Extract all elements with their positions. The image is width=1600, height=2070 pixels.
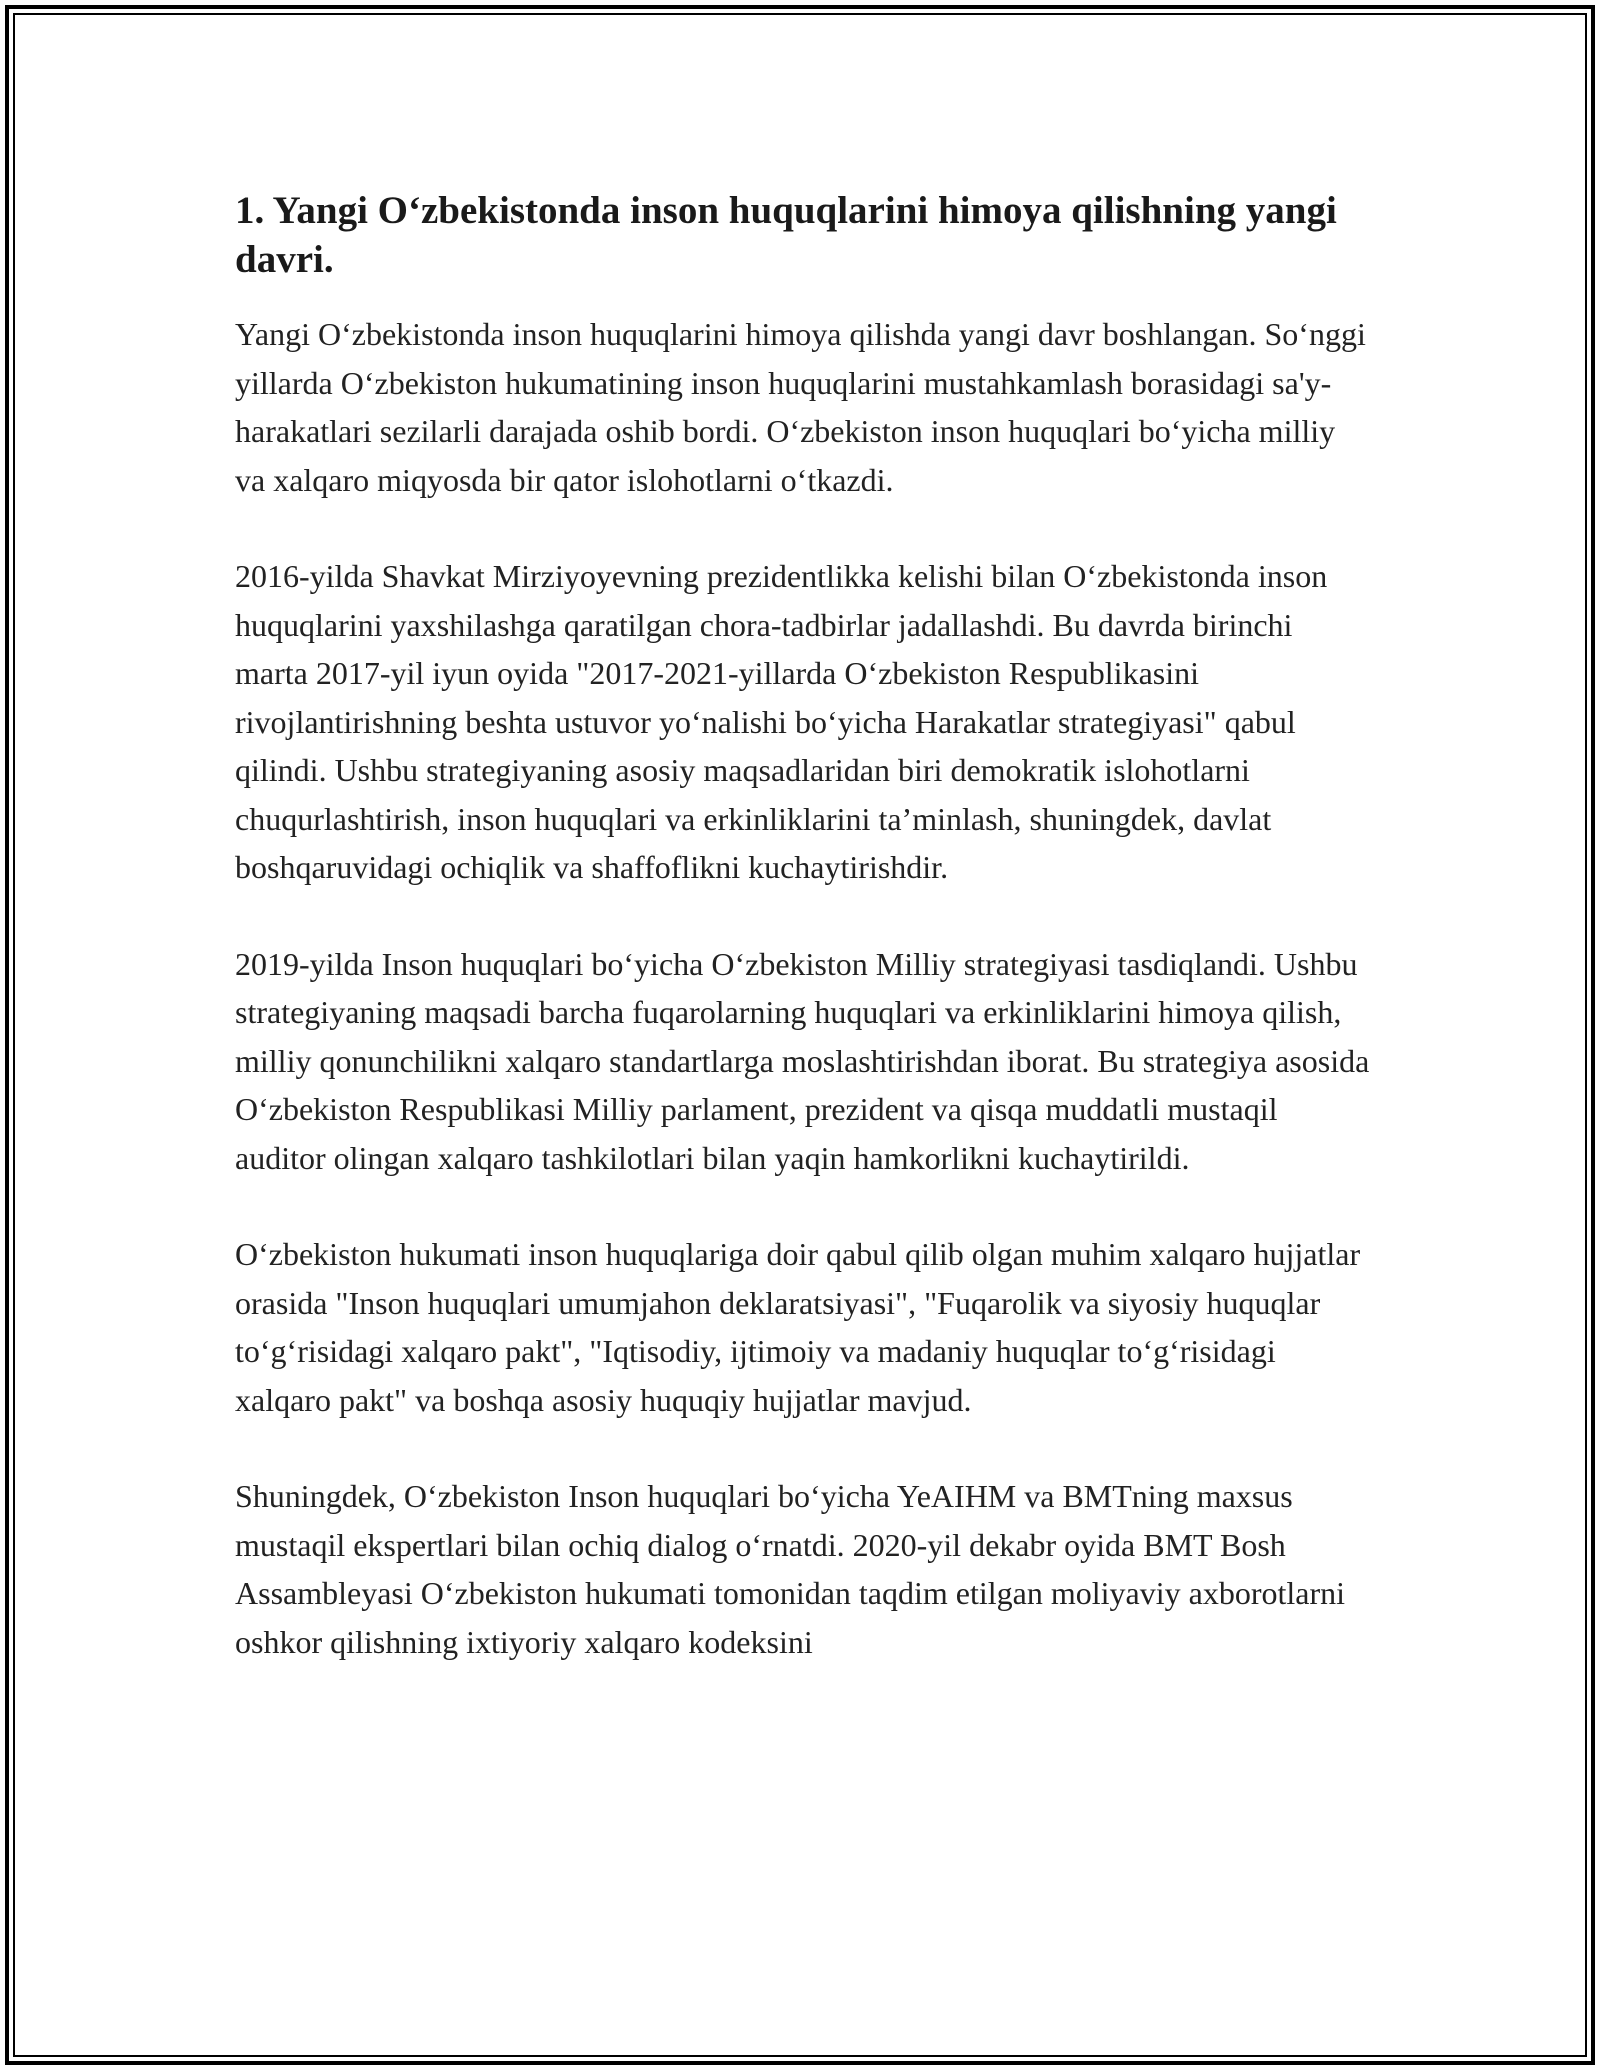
paragraph-2: 2016-yilda Shavkat Mirziyoyevning prezidentlikka kelishi bilan O‘zbekistonda inson huquqlarini yaxshilashga qaratilgan chora-tadbirlar jadallashdi. Bu davrda birinchi marta 2017-yil iyun oyida "2017-2021-yillarda O‘zbekiston Respublikasini rivojlantirishning beshta ustuvor yo‘nalishi bo‘yicha Harakatlar strategiyasi" qabul qilindi. Ushbu strategiyaning asosiy maqsadlaridan biri demokratik islohotlarni chuqurlashtirish, inson huquqlari va erkinliklarini ta’minlash, shuningdek, davlat boshqaruvidagi ochiqlik va shaffoflikni kuchaytirishdir. (235, 558, 1328, 885)
paragraph-3: 2019-yilda Inson huquqlari bo‘yicha O‘zbekiston Milliy strategiyasi tasdiqlandi. Ushbu strategiyaning maqsadi barcha fuqarolarning huquqlari va erkinliklarini himoya qilish, milliy qonunchilikni xalqaro standartlarga moslashtirishdan iborat. Bu strategiya asosida O‘zbekiston Respublikasi Milliy parlament, prezident va qisqa muddatli mustaqil auditor olingan xalqaro tashkilotlari bilan yaqin hamkorlikni kuchaytirildi. (235, 945, 1370, 1176)
paragraph-4: O‘zbekiston hukumati inson huquqlariga doir qabul qilib olgan muhim xalqaro hujjatlar orasida "Inson huquqlari umumjahon deklaratsiyasi", "Fuqarolik va siyosiy huquqlar to‘g‘risidagi xalqaro pakt", "Iqtisodiy, ijtimoiy va madaniy huquqlar to‘g‘risidagi xalqaro pakt" va boshqa asosiy huquqiy hujjatlar mavjud. (235, 1236, 1361, 1418)
paragraph-5: Shuningdek, O‘zbekiston Inson huquqlari bo‘yicha YeAIHM va BMTning maxsus mustaqil ekspertlari bilan ochiq dialog o‘rnatdi. 2020-yil dekabr oyida BMT Bosh Assambleyasi O‘zbekiston hukumati tomonidan taqdim etilgan moliyaviy axborotlarni oshkor qilishning ixtiyoriy xalqaro kodeksini (235, 1478, 1346, 1660)
paragraph-1: Yangi O‘zbekistonda inson huquqlarini himoya qilishda yangi davr boshlangan. So‘nggi yillarda O‘zbekiston hukumatining inson huquqlarini mustahkamlash borasidagi sa'y-harakatlari sezilarli darajada oshib bordi. O‘zbekiston inson huquqlari bo‘yicha milliy va xalqaro miqyosda bir qator islohotlarni o‘tkazdi. (235, 316, 1366, 498)
section-title: 1. Yangi O‘zbekistonda inson huquqlarini himoya qilishning yangi davri. (235, 189, 1337, 281)
document-body (235, 186, 1370, 1714)
